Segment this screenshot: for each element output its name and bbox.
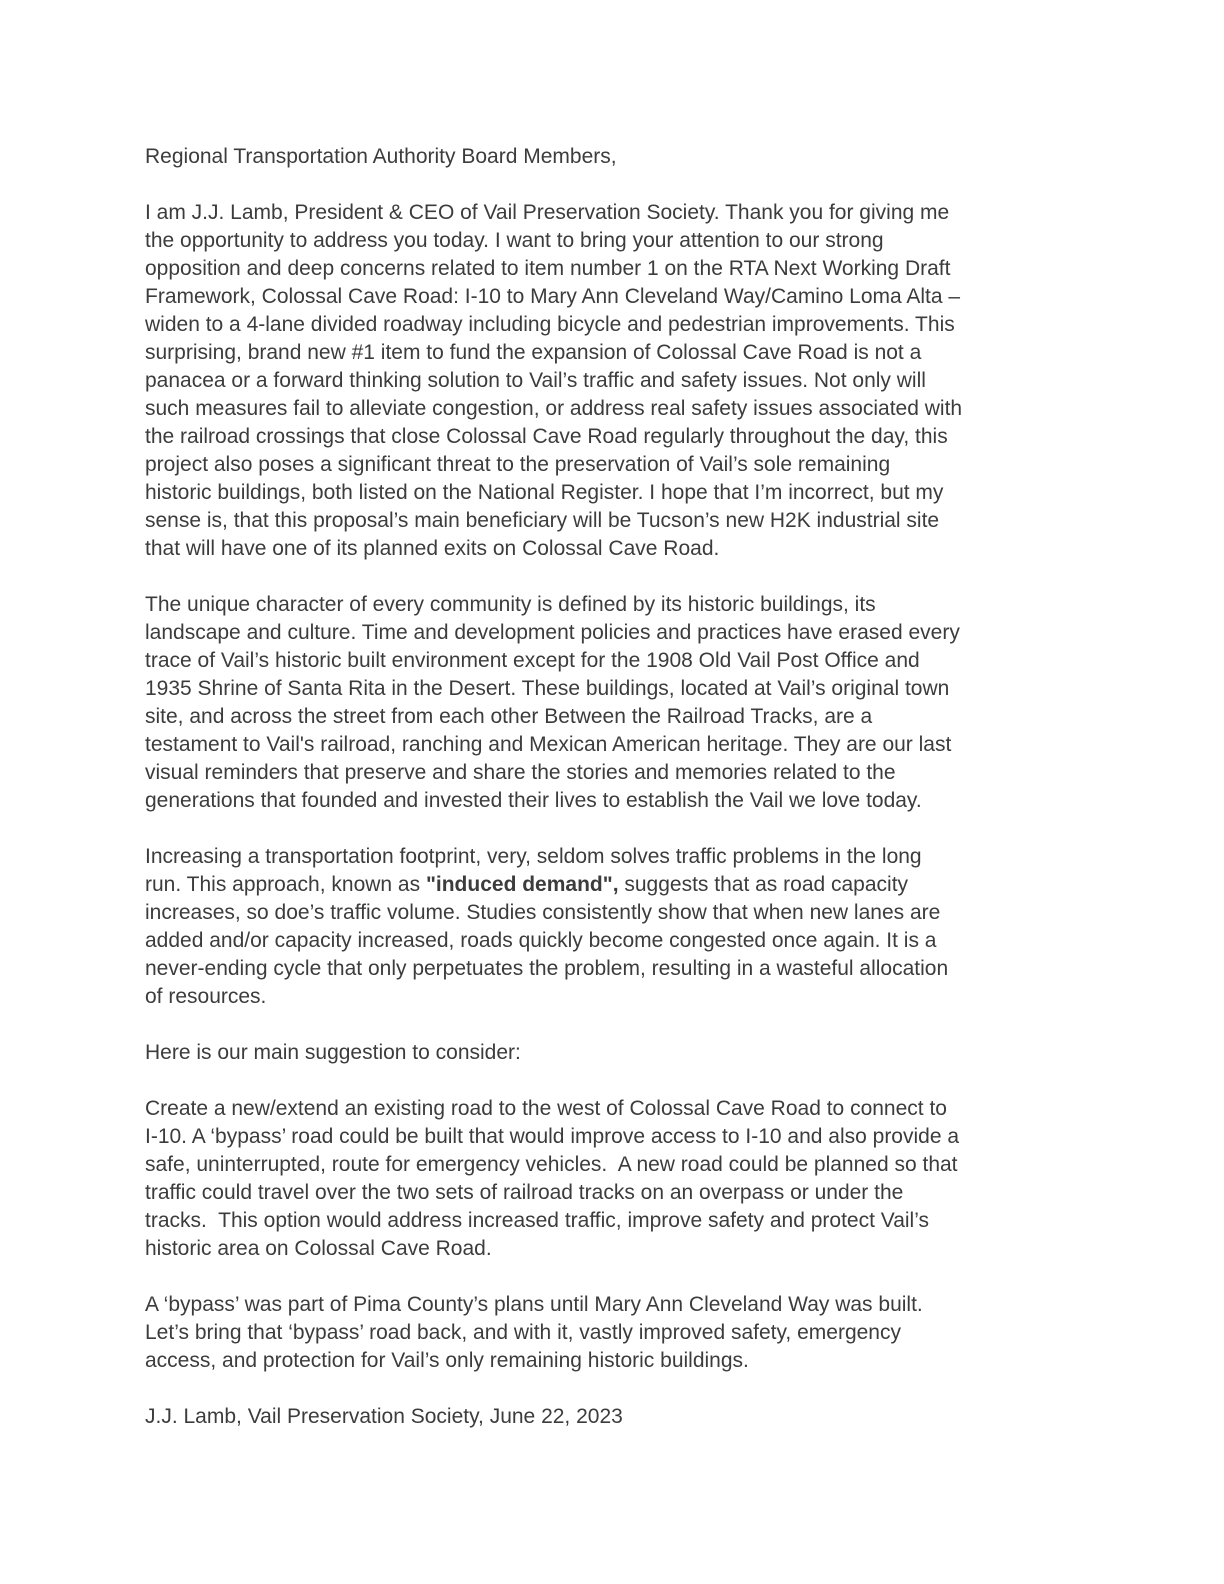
text-segment: suggests that as road capacity [618,873,909,896]
text-segment: project also poses a significant threat to the preservation of Vail’s sole remaining [145,453,891,476]
text-segment: A ‘bypass’ was part of Pima County’s plans until Mary Ann Cleveland Way was built. [145,1293,923,1316]
text-line [145,1207,1080,1235]
letter-body [145,199,1080,1375]
text-line [145,1123,1080,1151]
text-segment: visual reminders that preserve and share the stories and memories related to the [145,761,896,784]
text-segment: such measures fail to alleviate congestion, or address real safety issues associated with [145,397,963,420]
text-line [145,703,1080,731]
text-segment: 1935 Shrine of Santa Rita in the Desert. These buildings, located at Vail’s original town [145,677,950,700]
text-line [145,339,1080,367]
text-segment: added and/or capacity increased, roads quickly become congested once again. It is a [145,929,937,952]
signature-line: J.J. Lamb, Vail Preservation Society, June 22, 2023 [145,1405,623,1428]
text-line [145,955,1080,983]
text-line [145,899,1080,927]
text-line [145,759,1080,787]
paragraph [145,199,1080,563]
text-line [145,507,1080,535]
text-line [145,367,1080,395]
text-segment: trace of Vail’s historic built environment except for the 1908 Old Vail Post Office and [145,649,920,672]
text-segment: historic buildings, both listed on the National Register. I hope that I’m incorrect, but my [145,481,944,504]
text-segment: Create a new/extend an existing road to the west of Colossal Cave Road to connect to [145,1097,947,1120]
text-line [145,927,1080,955]
text-line [145,199,1080,227]
text-segment: access, and protection for Vail’s only remaining historic buildings. [145,1349,749,1372]
text-segment: Framework, Colossal Cave Road: I-10 to Mary Ann Cleveland Way/Camino Loma Alta – [145,285,961,308]
text-line [145,535,1080,563]
text-line [145,1039,1080,1067]
text-segment: historic area on Colossal Cave Road. [145,1237,492,1260]
text-line [145,451,1080,479]
text-segment: opposition and deep concerns related to item number 1 on the RTA Next Working Draft [145,257,951,280]
text-line [145,255,1080,283]
paragraph [145,843,1080,1011]
text-line [145,1235,1080,1263]
paragraph [145,1291,1080,1375]
text-segment: site, and across the street from each other Between the Railroad Tracks, are a [145,705,873,728]
text-segment: tracks. This option would address increased traffic, improve safety and protect Vail’s [145,1209,929,1232]
text-segment: I am J.J. Lamb, President & CEO of Vail Preservation Society. Thank you for giving me [145,201,950,224]
text-segment: of resources. [145,985,267,1008]
text-segment: generations that founded and invested their lives to establish the Vail we love today. [145,789,922,812]
text-segment: traffic could travel over the two sets of railroad tracks on an overpass or under the [145,1181,904,1204]
text-segment: sense is, that this proposal’s main beneficiary will be Tucson’s new H2K industrial site [145,509,940,532]
text-segment: the opportunity to address you today. I want to bring your attention to our strong [145,229,884,252]
text-segment: Here is our main suggestion to consider: [145,1041,521,1064]
text-segment: panacea or a forward thinking solution to Vail’s traffic and safety issues. Not only will [145,369,926,392]
text-line [145,1151,1080,1179]
text-line [145,983,1080,1011]
text-segment: increases, so doe’s traffic volume. Studies consistently show that when new lanes are [145,901,941,924]
paragraph [145,591,1080,815]
text-segment: that will have one of its planned exits on Colossal Cave Road. [145,537,720,560]
text-line [145,843,1080,871]
text-line [145,1179,1080,1207]
text-line [145,619,1080,647]
text-line [145,787,1080,815]
text-segment: the railroad crossings that close Colossal Cave Road regularly throughout the day, this [145,425,948,448]
text-segment: testament to Vail's railroad, ranching and Mexican American heritage. They are our last [145,733,952,756]
text-line [145,479,1080,507]
text-segment: The unique character of every community is defined by its historic buildings, its [145,593,876,616]
paragraph [145,1095,1080,1263]
text-line [145,423,1080,451]
salutation: Regional Transportation Authority Board Members, [145,145,617,168]
text-line [145,871,1080,899]
text-segment: Increasing a transportation footprint, very, seldom solves traffic problems in the long [145,845,922,868]
text-line [145,647,1080,675]
text-segment: run. This approach, known as [145,873,426,896]
text-line [145,1095,1080,1123]
text-line [145,591,1080,619]
text-segment: Let’s bring that ‘bypass’ road back, and with it, vastly improved safety, emergency [145,1321,901,1344]
text-segment: never-ending cycle that only perpetuates the problem, resulting in a wasteful allocation [145,957,949,980]
text-line [145,731,1080,759]
text-line [145,283,1080,311]
text-line [145,311,1080,339]
text-segment: widen to a 4-lane divided roadway including bicycle and pedestrian improvements. This [145,313,955,336]
paragraph [145,1039,1080,1067]
bold-text: "induced demand", [425,873,619,896]
text-segment: safe, uninterrupted, route for emergency vehicles. A new road could be planned so that [145,1153,958,1176]
text-line [145,227,1080,255]
text-segment: landscape and culture. Time and development policies and practices have erased every [145,621,960,644]
text-line [145,675,1080,703]
text-segment: I-10. A ‘bypass’ road could be built that would improve access to I-10 and also provide a [145,1125,960,1148]
text-line [145,1347,1080,1375]
text-line [145,1291,1080,1319]
text-segment: surprising, brand new #1 item to fund the expansion of Colossal Cave Road is not a [145,341,922,364]
text-line [145,395,1080,423]
text-line [145,1319,1080,1347]
